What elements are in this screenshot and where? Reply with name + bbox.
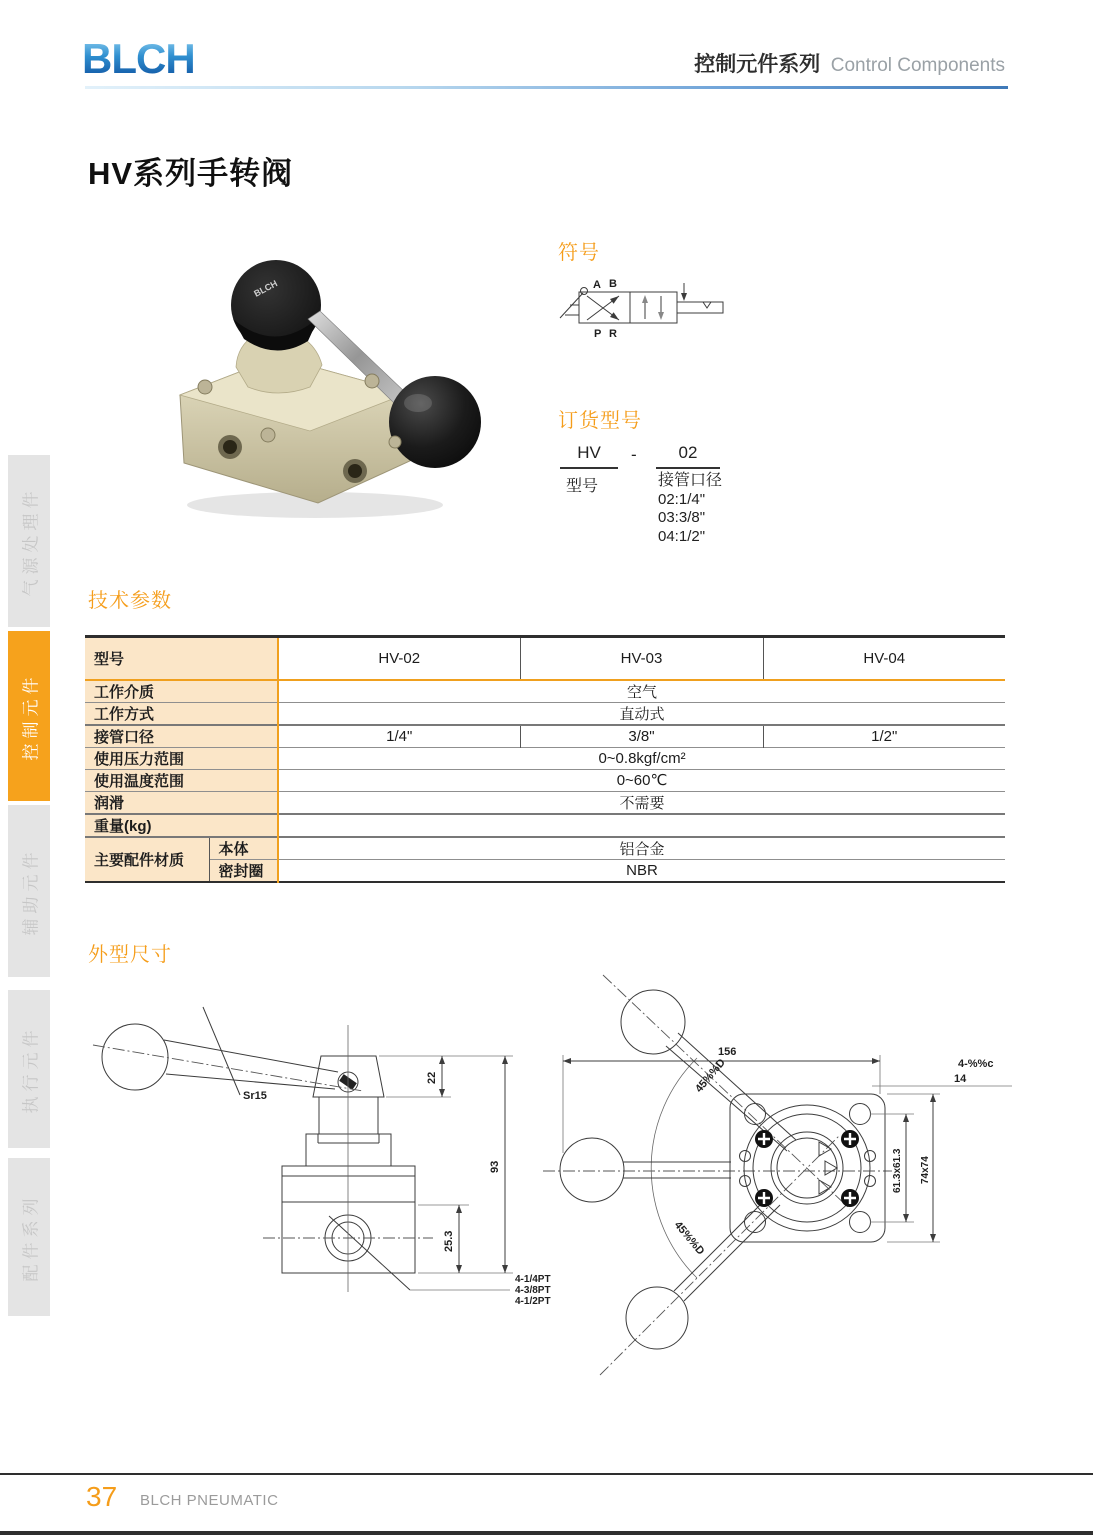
table-row xyxy=(85,859,1005,882)
product-photo xyxy=(150,235,510,525)
spec-row-value: 0~0.8kgf/cm² xyxy=(278,747,1005,769)
sidebar-item-label: 配件系列 xyxy=(21,1193,41,1281)
lever-position-middle xyxy=(560,1138,624,1202)
table-row xyxy=(85,769,1005,791)
spec-row-value: 空气 xyxy=(627,683,658,701)
symbol-port-r: R xyxy=(609,328,617,340)
drawing-body xyxy=(282,1202,415,1273)
cap-brand-text: BLCH xyxy=(252,278,280,299)
dim-cap-height: 22 xyxy=(426,1071,438,1084)
symbol-port-a: A xyxy=(593,279,601,291)
lever-ball xyxy=(389,376,481,468)
table-row xyxy=(85,814,1005,837)
table-header-row xyxy=(85,637,1005,680)
spec-sub-label: 密封圈 xyxy=(209,859,278,882)
table-row xyxy=(85,747,1005,769)
pneumatic-symbol xyxy=(553,275,803,350)
order-size-label: 接管口径 xyxy=(658,472,723,489)
symbol-port-b: B xyxy=(609,278,617,290)
port-thread-label: 4-3/8PT xyxy=(515,1285,551,1296)
top-view-drawing xyxy=(540,975,1020,1405)
specs-heading: 技术参数 xyxy=(88,590,172,612)
dim-body-size: 74x74 xyxy=(920,1156,931,1184)
spec-row-value: 不需要 xyxy=(278,791,1005,814)
spec-row-label: 接管口径 xyxy=(85,725,278,748)
model-column-header: HV-04 xyxy=(763,637,1005,680)
dim-port-height: 25.3 xyxy=(443,1230,455,1252)
order-size-option: 04:1/2" xyxy=(658,527,706,545)
port-thread-label: 4-1/2PT xyxy=(515,1296,551,1307)
port-thread-label: 4-1/4PT xyxy=(515,1274,551,1285)
header-divider xyxy=(85,86,1008,89)
sidebar-item-air-treatment[interactable] xyxy=(8,455,50,627)
order-heading: 订货型号 xyxy=(558,410,642,432)
dimensions-heading: 外型尺寸 xyxy=(88,944,172,966)
blch-logo xyxy=(82,30,282,84)
side-view-drawing xyxy=(85,995,565,1345)
order-size-legend xyxy=(658,472,722,546)
page-bottom-edge xyxy=(0,1531,1093,1535)
dim-angle-lower: 45%%D xyxy=(671,1219,707,1258)
ball-highlight xyxy=(404,394,432,412)
drawing-cap xyxy=(313,1056,384,1097)
dim-bolt-pitch: 61.3x61.3 xyxy=(892,1148,903,1193)
spec-row-value: 1/2" xyxy=(763,725,1005,748)
table-row xyxy=(85,680,1005,703)
order-model-code: HV xyxy=(560,443,618,469)
order-model-label: 型号 xyxy=(566,478,599,495)
model-column-header: HV-02 xyxy=(278,637,520,680)
series-header xyxy=(694,48,1005,78)
dim-total-height: 93 xyxy=(489,1160,501,1173)
spec-row-value: 直动式 xyxy=(278,702,1005,725)
table-row xyxy=(85,725,1005,748)
dim-ball-radius: Sr15 xyxy=(243,1090,267,1102)
page-title: HV系列手转阀 xyxy=(88,156,294,191)
spec-header-label: 型号 xyxy=(85,637,278,680)
spec-row-value: 1/4" xyxy=(278,725,520,748)
spec-row-value: 铝合金 xyxy=(278,837,1005,860)
spec-sub-label: 本体 xyxy=(209,837,278,860)
spec-row-value: NBR xyxy=(278,859,1005,882)
dim-hole-dia: 14 xyxy=(954,1073,967,1085)
order-size-option: 02:1/4" xyxy=(658,490,706,508)
page-number: 37 xyxy=(86,1481,118,1512)
spec-row-label: 使用压力范围 xyxy=(85,747,278,769)
spec-row-label: 主要配件材质 xyxy=(85,837,209,882)
spec-row-label: 重量(kg) xyxy=(85,814,278,837)
symbol-port-p: P xyxy=(594,328,602,340)
sidebar-item-label: 气源处理件 xyxy=(21,486,41,596)
spec-row-label: 工作介质 xyxy=(85,680,278,703)
spec-row-label: 使用温度范围 xyxy=(85,769,278,791)
order-separator: - xyxy=(631,445,637,464)
spec-row-value: 0~60℃ xyxy=(278,769,1005,791)
drawing-flange xyxy=(282,1166,415,1202)
sidebar-item-auxiliary-components[interactable] xyxy=(8,805,50,977)
sidebar-item-label: 执行元件 xyxy=(21,1025,41,1113)
dim-lever-span: 156 xyxy=(718,1046,737,1058)
model-column-header: HV-03 xyxy=(520,637,763,680)
spec-row-label: 工作方式 xyxy=(85,702,278,725)
logo-text: BLCH xyxy=(82,35,195,82)
series-title-zh: 控制元件系列 xyxy=(694,53,821,76)
order-size-code: 02 xyxy=(656,443,720,469)
dim-angle-upper: 45%%D xyxy=(693,1056,728,1095)
sidebar-item-label: 辅助元件 xyxy=(21,847,41,935)
sidebar-item-actuators[interactable] xyxy=(8,990,50,1148)
dim-hole-note: 4-%%c xyxy=(958,1058,994,1070)
footer-divider xyxy=(0,1473,1093,1475)
footer-brand: BLCH PNEUMATIC xyxy=(140,1492,279,1509)
spec-row-label: 润滑 xyxy=(85,791,278,814)
specs-table xyxy=(85,635,1005,883)
table-row xyxy=(85,791,1005,814)
drawing-ball xyxy=(102,1024,168,1090)
table-row xyxy=(85,702,1005,725)
spec-row-value: 3/8" xyxy=(520,725,763,748)
table-row xyxy=(85,837,1005,860)
spec-row-value xyxy=(278,814,1005,837)
series-title-en: Control Components xyxy=(830,55,1005,76)
order-size-option: 03:3/8" xyxy=(658,509,706,526)
sidebar-item-label: 控制元件 xyxy=(21,672,41,760)
sidebar-item-accessories[interactable] xyxy=(8,1158,50,1316)
sidebar-item-control-components[interactable] xyxy=(8,631,50,801)
symbol-heading: 符号 xyxy=(558,242,600,264)
